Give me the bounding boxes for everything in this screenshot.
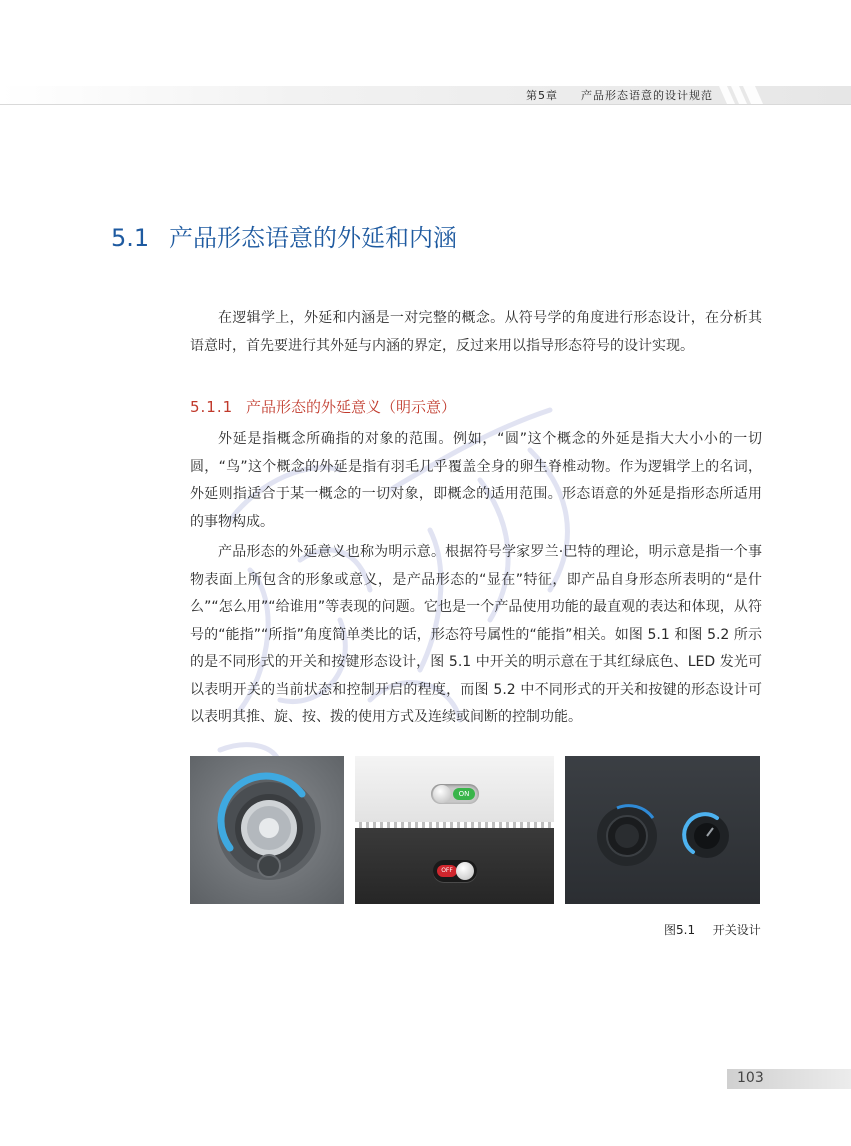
running-header <box>526 87 713 103</box>
subsection-title <box>190 396 456 417</box>
toggle-on-indicator: ON <box>453 788 475 800</box>
section-number: 5.1 <box>111 224 150 252</box>
dark-dials-illustration <box>565 756 760 904</box>
running-header-chapter: 第5章 <box>526 89 558 102</box>
subsection-number: 5.1.1 <box>190 398 234 416</box>
figure-caption-text: 开关设计 <box>712 923 761 937</box>
toggle-on-knob <box>433 785 451 803</box>
running-header-rule <box>0 104 851 105</box>
page-number: 103 <box>737 1070 764 1086</box>
body-paragraph-2: 产品形态的外延意义也称为明示意。根据符号学家罗兰·巴特的理论，明示意是指一个事物表面上所包含的形象或意义，是产品形态的“显在”特征，即产品自身形态所表明的“是什么”“怎么用”“给谁用”等表现的问题。它也是一个产品使用功能的最直观的表达和体现，从符号的“能指”“所指”角度简单类比的话，形态符号属性的“能指”相关。如图 5.1 和图 5.2 所示的是不同形式的开关和按键形态设计，图 5.1 中开关的明示意在于其红绿底色、LED 发光可以表明开关的当前状态和控制开启的程度，而图 5.2 中不同形式的开关和按键的形态设计可以表明其推、旋、按、拨的使用方式及连续或间断的控制功能。 <box>190 544 762 725</box>
subsection-title-text: 产品形态的外延意义（明示意） <box>246 398 457 416</box>
figure-photo-knob <box>190 756 344 904</box>
figure-photo-toggles <box>355 756 554 904</box>
toggle-off-knob <box>456 862 474 880</box>
header-stripes-ornament <box>715 86 775 104</box>
toggle-on-track <box>431 784 479 804</box>
toggle-off-indicator: OFF <box>437 865 457 877</box>
section-title <box>111 218 457 253</box>
figure-caption-number: 图5.1 <box>664 923 696 937</box>
running-header-chapter-title: 产品形态语意的设计规范 <box>581 89 713 102</box>
body-paragraph-1: 外延是指概念所确指的对象的范围。例如，“圆”这个概念的外延是指大大小小的一切圆，“鸟”这个概念的外延是指有羽毛几乎覆盖全身的卵生脊椎动物。作为逻辑学上的名词，外延则指适合于某一概念的一切对象，即概念的适用范围。形态语意的外延是指形态所适用的事物构成。 <box>190 431 762 530</box>
figure-caption <box>664 921 761 938</box>
intro-paragraph: 在逻辑学上，外延和内涵是一对完整的概念。从符号学的角度进行形态设计，在分析其语意时，首先要进行其外延与内涵的界定，反过来用以指导形态符号的设计实现。 <box>190 310 762 354</box>
section-title-text: 产品形态语意的外延和内涵 <box>169 224 457 252</box>
figure-photo-dials <box>565 756 760 904</box>
toggle-off-track <box>433 860 477 882</box>
rotary-knob-illustration <box>190 756 344 904</box>
